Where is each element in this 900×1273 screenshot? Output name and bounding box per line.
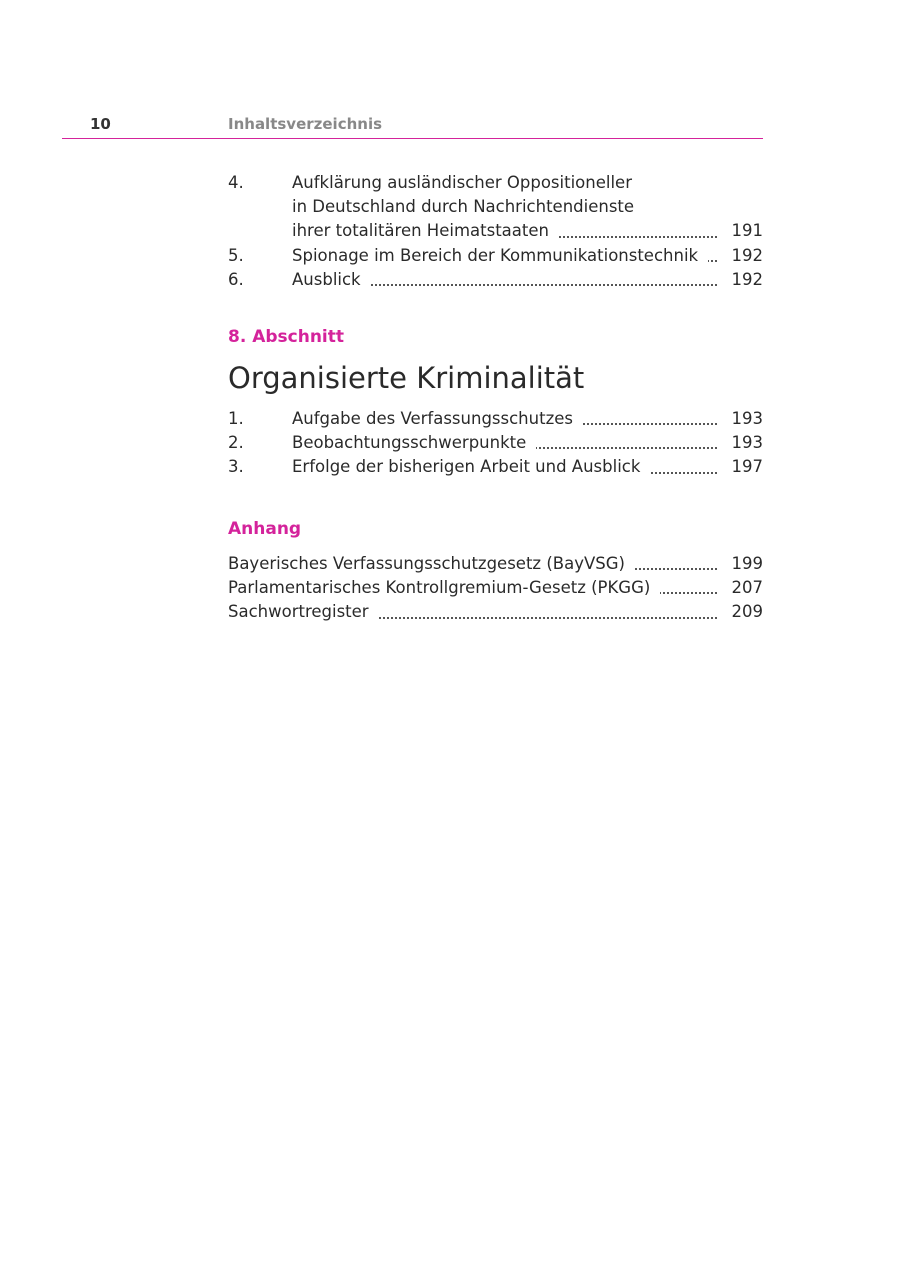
- toc-entry[interactable]: [228, 552, 763, 576]
- page-number: 10: [90, 115, 111, 133]
- toc-entry[interactable]: [228, 171, 763, 195]
- toc-entry-title: Beobachtungsschwerpunkte: [292, 431, 717, 455]
- toc-entry[interactable]: [228, 576, 763, 600]
- toc-page-ref: 192: [731, 269, 763, 289]
- toc-entry-title: Spionage im Bereich der Kommunikationstechnik: [292, 244, 717, 268]
- toc-entry-title: Bayerisches Verfassungsschutzgesetz (BayVSG): [228, 552, 717, 576]
- toc-page-ref: 209: [731, 602, 763, 622]
- appendix-heading[interactable]: Anhang: [228, 519, 302, 539]
- toc-entry-number: 3.: [228, 457, 244, 477]
- toc-section-8: [228, 325, 763, 480]
- toc-page-ref: 193: [731, 409, 763, 428]
- toc-entry-number: 6.: [228, 269, 244, 289]
- toc-entry-title-line: in Deutschland durch Nachrichtendienste: [292, 197, 635, 217]
- toc-entry[interactable]: [228, 600, 763, 624]
- toc-entry-title: Erfolge der bisherigen Arbeit und Ausblick: [292, 455, 717, 479]
- toc-entry-number: 2.: [228, 433, 244, 453]
- running-title: Inhaltsverzeichnis: [228, 115, 383, 133]
- toc-block-previous-section: [228, 171, 763, 292]
- toc-entry-number: 5.: [228, 245, 244, 265]
- toc-page-ref: 192: [731, 245, 763, 265]
- toc-page-ref: 207: [731, 578, 763, 598]
- toc-entry-title: Aufgabe des Verfassungsschutzes: [292, 407, 717, 431]
- toc-entry-number: 1.: [228, 409, 244, 428]
- toc-page-ref: 193: [731, 433, 763, 453]
- toc-entry[interactable]: [228, 268, 763, 292]
- toc-entry[interactable]: [228, 244, 763, 268]
- toc-appendix: [228, 517, 763, 625]
- section-heading[interactable]: 8. Abschnitt: [228, 327, 345, 347]
- toc-entry-continuation[interactable]: [228, 195, 763, 219]
- toc-page-ref: 197: [731, 457, 763, 477]
- toc-entry[interactable]: [228, 431, 763, 455]
- toc-entry-title-line: Aufklärung ausländischer Oppositioneller: [292, 173, 632, 192]
- toc-entry-title: Ausblick: [292, 268, 717, 292]
- toc-entry-title-line: ihrer totalitären Heimatstaaten: [292, 219, 717, 243]
- section-title[interactable]: Organisierte Kriminalität: [228, 361, 585, 395]
- toc-entry-title: Sachwortregister: [228, 600, 717, 624]
- toc-entry-title: Parlamentarisches Kontrollgremium-Gesetz (PKGG): [228, 576, 717, 600]
- toc-entry[interactable]: [228, 455, 763, 479]
- toc-entry-continuation[interactable]: [228, 219, 763, 243]
- toc-page-ref: 199: [731, 554, 763, 573]
- page-header: [62, 112, 763, 139]
- toc-entry[interactable]: [228, 407, 763, 431]
- toc-entry-number: 4.: [228, 173, 244, 192]
- toc-page-ref: 191: [731, 221, 763, 241]
